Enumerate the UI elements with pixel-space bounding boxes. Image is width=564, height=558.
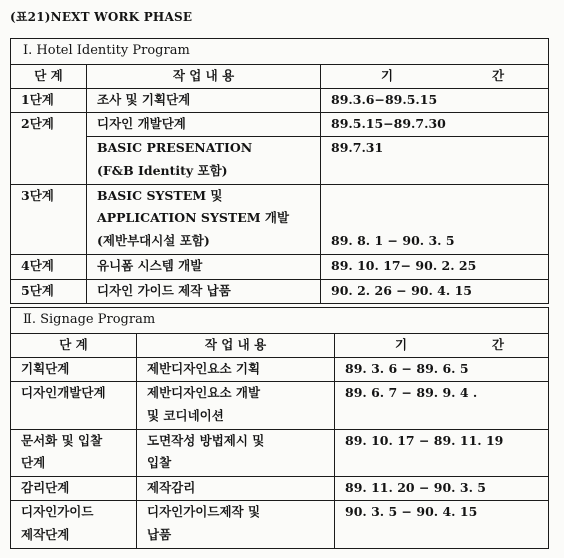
stage-line: 제작단계 (21, 526, 70, 542)
column-header-row (11, 333, 549, 357)
period-line: 89.5.15−89.7.30 (331, 116, 446, 132)
cell-period (321, 255, 549, 279)
content-line: 및 코디네이션 (147, 407, 224, 423)
cell-period (321, 184, 549, 255)
header-period-label (335, 334, 548, 357)
cell-content (137, 477, 335, 501)
content-line: (제반부대시설 포함) (97, 232, 210, 248)
period-line: 89. 6. 7 − 89. 9. 4 . (345, 385, 478, 401)
content-line: 디자인 가이드 제작 납품 (97, 282, 231, 298)
content-line: 디자인 개발단계 (97, 116, 186, 132)
period-line: 90. 2. 26 − 90. 4. 15 (331, 282, 472, 298)
cell-stage (11, 429, 137, 476)
stage-line: 기획단계 (21, 361, 70, 377)
cell-stage (11, 358, 137, 382)
table-row (11, 88, 549, 112)
cell-period (335, 429, 549, 476)
content-line: 제작감리 (147, 480, 196, 496)
period-line (331, 160, 548, 183)
table-row (11, 501, 549, 549)
cell-stage (11, 501, 137, 549)
cell-stage: 1단계 (11, 88, 87, 112)
section-heading-row (11, 39, 549, 65)
content-line: 제반디자인요소 개발 (147, 385, 261, 401)
table-row (11, 477, 549, 501)
section-heading: Ⅰ. Hotel Identity Program (11, 39, 549, 65)
cell-stage: 5단계 (11, 279, 87, 303)
cell-period (335, 382, 549, 429)
cell-period (321, 279, 549, 303)
cell-period (335, 501, 549, 549)
content-line: 납품 (147, 526, 172, 542)
header-period-b: 간 (491, 67, 505, 83)
table-row (11, 382, 549, 429)
header-period-b: 간 (491, 336, 504, 352)
cell-content (87, 255, 321, 279)
cell-content (87, 184, 321, 255)
period-line (345, 452, 548, 475)
cell-content (137, 501, 335, 549)
stage-line: 단계 (21, 455, 46, 471)
content-line: (F&B Identity 포함) (97, 162, 228, 178)
stage-line: 디자인가이드 (21, 504, 94, 520)
period-line: 89.3.6−89.5.15 (331, 91, 438, 107)
header-period (335, 333, 549, 357)
cell-content (87, 279, 321, 303)
header-stage: 단 계 (11, 64, 87, 88)
stage-line: 디자인개발단계 (21, 385, 106, 401)
table-row (11, 358, 549, 382)
content-line: BASIC SYSTEM 및 (97, 187, 223, 203)
period-line: 90. 3. 5 − 90. 4. 15 (345, 504, 478, 520)
period-line: 89. 10. 17 − 89. 11. 19 (345, 432, 504, 448)
period-line: 89. 10. 17− 90. 2. 25 (331, 258, 477, 274)
header-content: 작 업 내 용 (87, 64, 321, 88)
content-line: 유니폼 시스템 개발 (97, 258, 203, 274)
header-content: 작 업 내 용 (137, 333, 335, 357)
content-line: 도면작성 방법제시 및 (147, 432, 265, 448)
content-line: 디자인가이드제작 및 (147, 504, 261, 520)
header-period-label (321, 65, 548, 88)
cell-content (87, 88, 321, 112)
cell-content (137, 429, 335, 476)
cell-stage (11, 382, 137, 429)
period-line (331, 207, 548, 230)
cell-period (335, 358, 549, 382)
table-row (11, 137, 549, 184)
cell-period (335, 477, 549, 501)
cell-stage (11, 477, 137, 501)
period-line: 89.7.31 (331, 140, 384, 156)
period-line (331, 185, 548, 208)
header-period-a: 기 (381, 67, 394, 83)
cell-content (137, 382, 335, 429)
period-line (345, 524, 548, 547)
header-stage: 단 계 (11, 333, 137, 357)
table-row (11, 184, 549, 255)
column-header-row (11, 64, 549, 88)
table-row (11, 113, 549, 137)
table-row (11, 429, 549, 476)
header-period-a: 기 (395, 336, 408, 352)
section-heading: Ⅱ. Signage Program (11, 308, 549, 334)
table-row (11, 255, 549, 279)
hotel-identity-table (10, 38, 549, 304)
period-line: 89. 8. 1 − 90. 3. 5 (331, 232, 455, 248)
cell-stage: 3단계 (11, 184, 87, 255)
cell-period (321, 137, 549, 184)
stage-line (21, 405, 136, 428)
content-line: APPLICATION SYSTEM 개발 (97, 210, 290, 226)
cell-period (321, 113, 549, 137)
stage-line: 문서화 및 입찰 (21, 432, 103, 448)
cell-stage: 2단계 (11, 113, 87, 185)
cell-content (87, 137, 321, 184)
content-line: 조사 및 기획단계 (97, 91, 191, 107)
content-line: BASIC PRESENATION (97, 140, 253, 156)
cell-period (321, 88, 549, 112)
signage-table (10, 307, 549, 549)
table-row (11, 279, 549, 303)
period-line: 89. 3. 6 − 89. 6. 5 (345, 361, 469, 377)
header-period (321, 64, 549, 88)
period-line (345, 405, 548, 428)
document-title: (표21)NEXT WORK PHASE (10, 10, 193, 24)
period-line: 89. 11. 20 − 90. 3. 5 (345, 480, 486, 496)
content-line: 제반디자인요소 기획 (147, 361, 261, 377)
section-heading-row (11, 308, 549, 334)
cell-content (87, 113, 321, 137)
cell-stage: 4단계 (11, 255, 87, 279)
content-line: 입찰 (147, 455, 172, 471)
stage-line: 감리단계 (21, 480, 70, 496)
cell-content (137, 358, 335, 382)
